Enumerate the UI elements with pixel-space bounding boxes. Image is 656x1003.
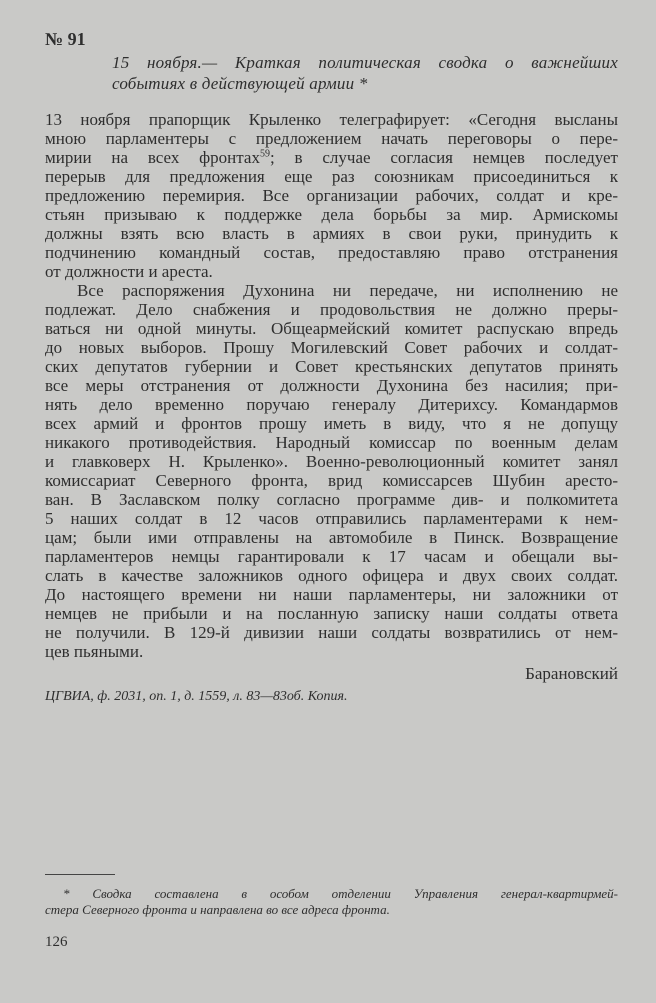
text-fragment: ; в случае согласия немцев последует	[269, 148, 618, 167]
text-line: парламентеров немцы гарантировали к 17 часам и обещали вы-	[45, 547, 618, 566]
text-line: цам; были ими отправлены на автомобиле в Пинск. Возвращение	[45, 528, 618, 547]
text-line: никакого противодействия. Народный комиссар по военным делам	[45, 433, 618, 452]
text-line: 5 наших солдат в 12 часов отправились парламентерами к нем-	[45, 509, 618, 528]
text-line: 13 ноября прапорщик Крыленко телеграфирует: «Сегодня высланы	[45, 110, 618, 129]
paragraph-2	[45, 281, 618, 661]
paragraph-1	[45, 110, 618, 281]
document-content	[45, 28, 618, 706]
title-line: событиях в действующей армии *	[112, 74, 368, 93]
text-line: предложению перемирия. Все организации рабочих, солдат и кре-	[45, 186, 618, 205]
text-line: ских депутатов губернии и Совет крестьянских депутатов принять	[45, 357, 618, 376]
text-line: ван. В Заславском полку согласно программе див- и полкомитета	[45, 490, 618, 509]
footnote-line: * Сводка составлена в особом отделении Управления генерал-квартирмей-	[63, 886, 618, 901]
text-line: ваться ни одной минуты. Общеармейский комитет распускаю впредь	[45, 319, 618, 338]
text-line	[45, 148, 618, 167]
title-line: 15 ноября.— Краткая политическая сводка о важнейших	[112, 53, 618, 72]
text-line: до новых выборов. Прошу Могилевский Совет рабочих и солдат-	[45, 338, 618, 357]
page-number: 126	[45, 934, 68, 950]
text-line: Все распоряжения Духонина ни передаче, ни исполнению не	[77, 281, 618, 300]
text-line: До настоящего времени ни наши парламентеры, ни заложники от	[45, 585, 618, 604]
text-fragment: мирии на всех фронтах	[45, 148, 260, 167]
text-line: от должности и ареста.	[45, 262, 213, 281]
text-line: нять дело временно поручаю генералу Дитерихсу. Командармов	[45, 395, 618, 414]
document-title	[112, 52, 618, 94]
signature: Барановский	[525, 664, 618, 683]
document-number: № 91	[45, 29, 86, 49]
text-line: всех армий и фронтов прошу иметь в виду, что я не допущу	[45, 414, 618, 433]
text-line: подлежат. Дело снабжения и продовольствия не должно преры-	[45, 300, 618, 319]
text-line: не получили. В 129-й дивизии наши солдаты возвратились от нем-	[45, 623, 618, 642]
text-line: подчинению командный состав, предоставляю право отстранения	[45, 243, 618, 262]
text-line: слать в качестве заложников одного офицера и двух своих солдат.	[45, 566, 618, 585]
text-line: цев пьяными.	[45, 642, 144, 661]
text-line: комиссариат Северного фронта, врид комиссарсев Шубин аресто-	[45, 471, 618, 490]
footnote-divider	[45, 874, 115, 875]
text-line: и главковерх Н. Крыленко». Военно-революционный комитет занял	[45, 452, 618, 471]
text-line: должны взять всю власть в армиях в свои руки, принудить к	[45, 224, 618, 243]
footnote-reference: 59	[259, 148, 270, 160]
text-line: перерыв для предложения еще раз союзникам присоединиться к	[45, 167, 618, 186]
footnote-line: стера Северного фронта и направлена во все адреса фронта.	[45, 902, 390, 917]
text-line: немцев не прибыли и на посланную записку наши солдаты ответа	[45, 604, 618, 623]
archive-source: ЦГВИА, ф. 2031, оп. 1, д. 1559, л. 83—83об. Копия.	[45, 689, 348, 704]
footnote	[45, 886, 618, 918]
text-line: стьян призываю к поддержке дела борьбы за мир. Армискомы	[45, 205, 618, 224]
text-line: мною парламентеры с предложением начать переговоры о пере-	[45, 129, 618, 148]
text-line: все меры отстранения от должности Духонина без насилия; при-	[45, 376, 618, 395]
